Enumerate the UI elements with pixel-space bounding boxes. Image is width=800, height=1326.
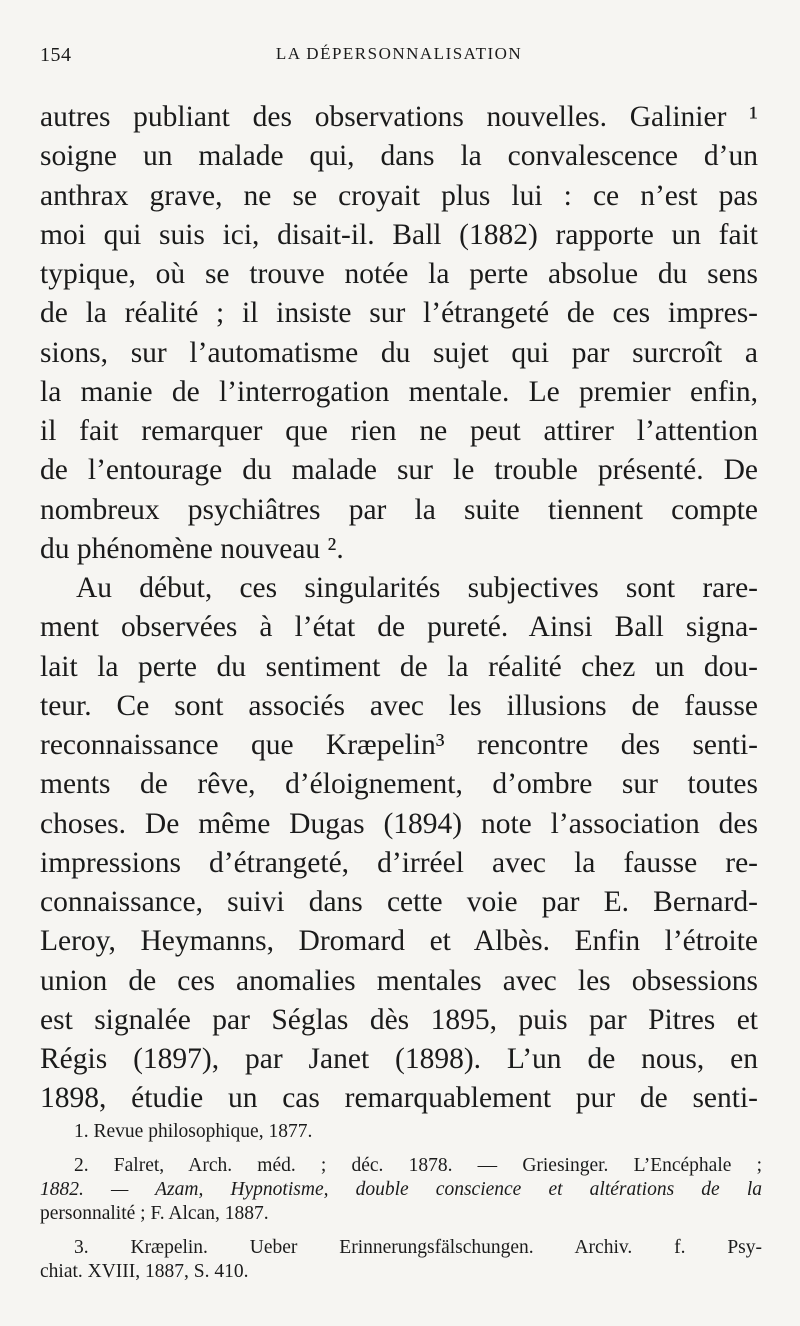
text-line: 1898, étudie un cas remarquablement pur de senti-	[40, 1082, 758, 1115]
text-line: reconnaissance que Kræpelin³ rencontre des senti-	[40, 729, 758, 761]
footnote-line: 2. Falret, Arch. méd. ; déc. 1878. — Griesinger. L’Encéphale ;	[74, 1155, 762, 1176]
text-line: Régis (1897), par Janet (1898). L’un de nous, en	[40, 1043, 758, 1075]
text-line: union de ces anomalies mentales avec les obsessions	[40, 964, 758, 997]
text-line: impressions d’étrangeté, d’irréel avec la fausse re-	[40, 846, 758, 879]
text-line: il fait remarquer que rien ne peut attirer l’attention	[40, 415, 758, 447]
text-line: Leroy, Heymanns, Dromard et Albès. Enfin l’étroite	[40, 925, 758, 958]
text-line: teur. Ce sont associés avec les illusions de fausse	[40, 689, 758, 722]
footnote	[40, 1154, 762, 1226]
page-number: 154	[40, 44, 72, 66]
footnotes	[40, 1120, 762, 1294]
text-line: de la réalité ; il insiste sur l’étrangeté de ces impres-	[40, 297, 758, 330]
text-line: Au début, ces singularités subjectives sont rare-	[76, 572, 758, 604]
footnote	[40, 1120, 762, 1144]
text-line: du phénomène nouveau ².	[40, 532, 344, 565]
footnote-line: 1. Revue philosophique, 1877.	[74, 1121, 313, 1142]
text-line: moi qui suis ici, disait-il. Ball (1882) rapporte un fait	[40, 218, 758, 251]
text-line: sions, sur l’automatisme du sujet qui par surcroît a	[40, 336, 758, 369]
text-line: de l’entourage du malade sur le trouble présenté. De	[40, 454, 758, 487]
text-line: nombreux psychiâtres par la suite tiennent compte	[40, 493, 758, 526]
running-title: LA DÉPERSONNALISATION	[275, 44, 523, 63]
footnote-line: 1882. — Azam, Hypnotisme, double conscience et altérations de la	[40, 1179, 762, 1200]
text-line: lait la perte du sentiment de la réalité chez un dou-	[40, 650, 758, 683]
text-line: soigne un malade qui, dans la convalescence d’un	[40, 140, 758, 173]
footnote	[40, 1236, 762, 1284]
footnote-line: personnalité ; F. Alcan, 1887.	[40, 1203, 269, 1224]
footnote-line: chiat. XVIII, 1887, S. 410.	[40, 1261, 249, 1282]
footnote-line: 3. Kræpelin. Ueber Erinnerungsfälschungen. Archiv. f. Psy-	[74, 1237, 762, 1258]
text-line: autres publiant des observations nouvelles. Galinier ¹	[40, 101, 758, 133]
text-line: typique, où se trouve notée la perte absolue du sens	[40, 258, 758, 290]
text-line: ment observées à l’état de pureté. Ainsi Ball signa-	[40, 611, 758, 644]
text-line: anthrax grave, ne se croyait plus lui : ce n’est pas	[40, 179, 758, 212]
text-line: est signalée par Séglas dès 1895, puis par Pitres et	[40, 1003, 758, 1036]
page-header	[40, 44, 758, 74]
body-text	[40, 98, 758, 1119]
text-line: connaissance, suivi dans cette voie par E. Bernard-	[40, 886, 758, 918]
text-line: ments de rêve, d’éloignement, d’ombre sur toutes	[40, 768, 758, 801]
text-line: la manie de l’interrogation mentale. Le premier enfin,	[40, 375, 758, 408]
text-line: choses. De même Dugas (1894) note l’association des	[40, 807, 758, 840]
